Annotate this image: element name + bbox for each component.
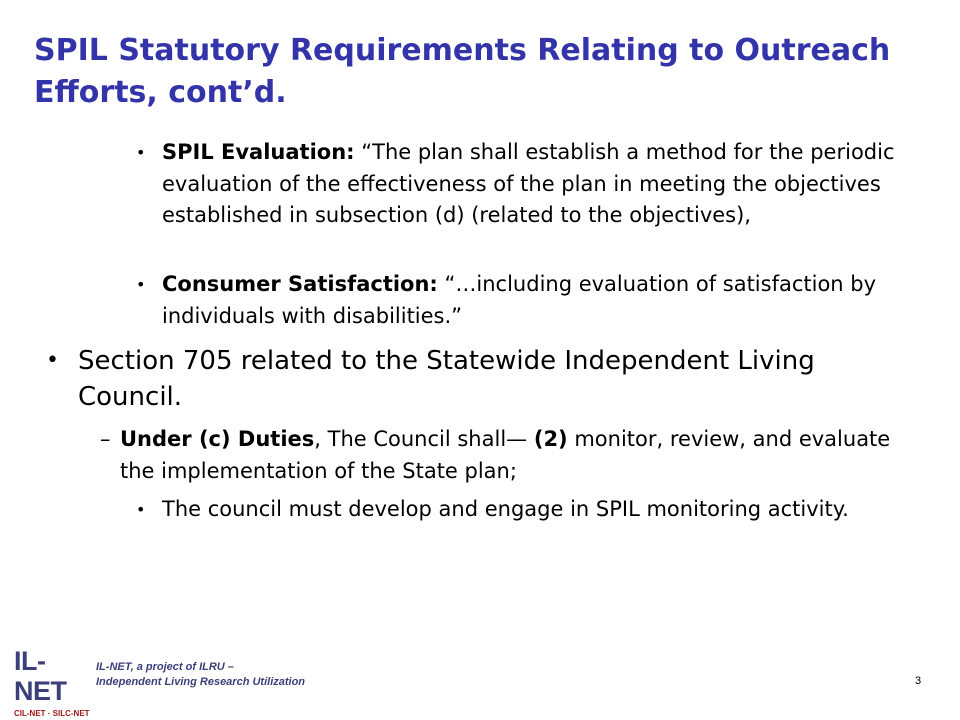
bullet-section-705	[46, 343, 926, 415]
subitem-body-a: , The Council shall—	[314, 427, 534, 451]
subitem-label-a: Under (c) Duties	[120, 427, 315, 451]
bullet-marker: •	[46, 348, 59, 373]
subitem-label-b: (2)	[533, 427, 568, 451]
subitem-council-duties	[100, 424, 920, 487]
bullet-text: The council must develop and engage in SPIL monitoring activity.	[162, 497, 849, 521]
bullet-text	[162, 137, 936, 232]
bullet-label: Consumer Satisfaction:	[162, 272, 438, 296]
footer-tagline	[96, 660, 396, 690]
logo-subtitle: CIL-NET · SILC-NET	[14, 709, 90, 718]
bullet-council-monitoring	[136, 494, 916, 526]
logo-wordmark: IL-NET	[14, 646, 67, 706]
page-number: 3	[915, 675, 922, 687]
bullet-marker: •	[136, 500, 146, 519]
subitem-body-b: monitor, review, and evaluate the implementation of the State plan;	[120, 427, 891, 483]
bullet-spil-evaluation	[136, 137, 936, 232]
dash-marker: –	[100, 427, 111, 451]
bullet-text: Section 705 related to the Statewide Independent Living Council.	[78, 346, 815, 412]
bullet-text	[162, 269, 936, 332]
il-net-logo	[14, 646, 94, 718]
footer-tagline-line2: Independent Living Research Utilization	[96, 676, 306, 688]
footer-tagline-line1: IL-NET, a project of ILRU –	[96, 661, 234, 673]
bullet-body: “…including evaluation of satisfaction by individuals with disabilities.”	[162, 272, 877, 328]
bullet-consumer-satisfaction	[136, 269, 936, 332]
bullet-marker: •	[136, 143, 146, 162]
subitem-text	[120, 424, 920, 487]
bullet-marker: •	[136, 275, 146, 294]
slide-title: SPIL Statutory Requirements Relating to Outreach Efforts, cont’d.	[34, 33, 891, 110]
bullet-label: SPIL Evaluation:	[162, 140, 355, 164]
bullet-body: “The plan shall establish a method for the periodic evaluation of the effectiveness of the plan in meeting the objectives established in subsection (d) (related to the objectives),	[162, 140, 895, 227]
